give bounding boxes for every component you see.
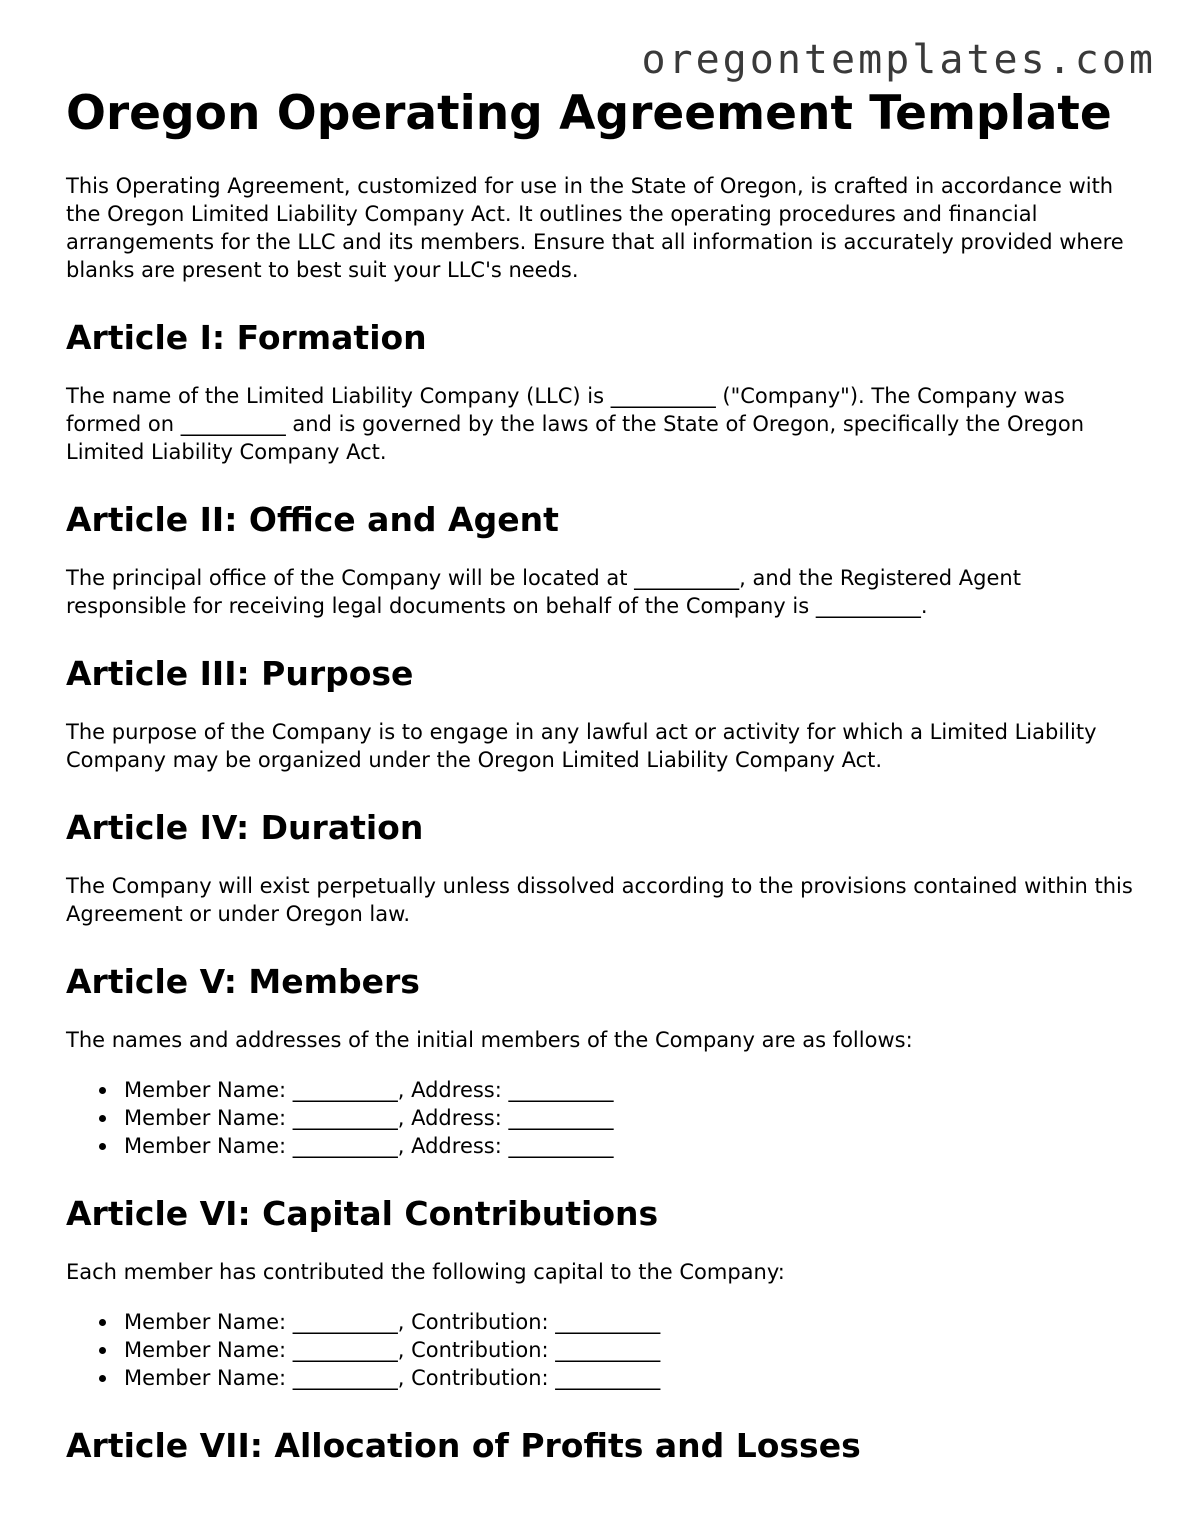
article-2-heading: Article II: Office and Agent <box>66 500 559 539</box>
list-item: Member Name: __________, Contribution: __________ <box>124 1336 1136 1364</box>
intro-paragraph: This Operating Agreement, customized for use in the State of Oregon, is crafted in accordance with the Oregon Limited Liability Company Act. It outlines the operating procedures and financial arrangements for the LLC and its members. Ensure that all information is accurately provided where blanks are present to best suit your LLC's needs. <box>66 174 1124 282</box>
article-1-heading: Article I: Formation <box>66 318 427 357</box>
list-item: Member Name: __________, Contribution: __________ <box>124 1308 1136 1336</box>
article-4-heading: Article IV: Duration <box>66 808 424 847</box>
article-6-text: Each member has contributed the following capital to the Company: <box>66 1260 785 1284</box>
members-list <box>66 1076 1136 1160</box>
article-3-heading: Article III: Purpose <box>66 654 414 693</box>
article-4-text: The Company will exist perpetually unless dissolved according to the provisions contained within this Agreement or under Oregon law. <box>66 874 1133 926</box>
contributions-list <box>66 1308 1136 1392</box>
list-item: Member Name: __________, Contribution: __________ <box>124 1364 1136 1392</box>
document-title: Oregon Operating Agreement Template <box>66 86 1112 141</box>
site-watermark: oregontemplates.com <box>641 37 1156 83</box>
list-item: Member Name: __________, Address: __________ <box>124 1104 1136 1132</box>
article-5-heading: Article V: Members <box>66 962 420 1001</box>
list-item: Member Name: __________, Address: __________ <box>124 1132 1136 1160</box>
article-5-text: The names and addresses of the initial members of the Company are as follows: <box>66 1028 913 1052</box>
article-3-text: The purpose of the Company is to engage in any lawful act or activity for which a Limited Liability Company may be organized under the Oregon Limited Liability Company Act. <box>66 720 1097 772</box>
article-7-heading: Article VII: Allocation of Profits and Losses <box>66 1426 861 1465</box>
article-6-heading: Article VI: Capital Contributions <box>66 1194 659 1233</box>
article-2-text: The principal office of the Company will be located at __________, and the Registered Agent responsible for receiving legal documents on behalf of the Company is __________. <box>66 566 1021 618</box>
article-1-text: The name of the Limited Liability Company (LLC) is __________ ("Company"). The Company was formed on __________ and is governed by the laws of the State of Oregon, specifically the Oregon Limited Liability Company Act. <box>66 384 1085 464</box>
list-item: Member Name: __________, Address: __________ <box>124 1076 1136 1104</box>
document-page <box>66 86 1136 1490</box>
